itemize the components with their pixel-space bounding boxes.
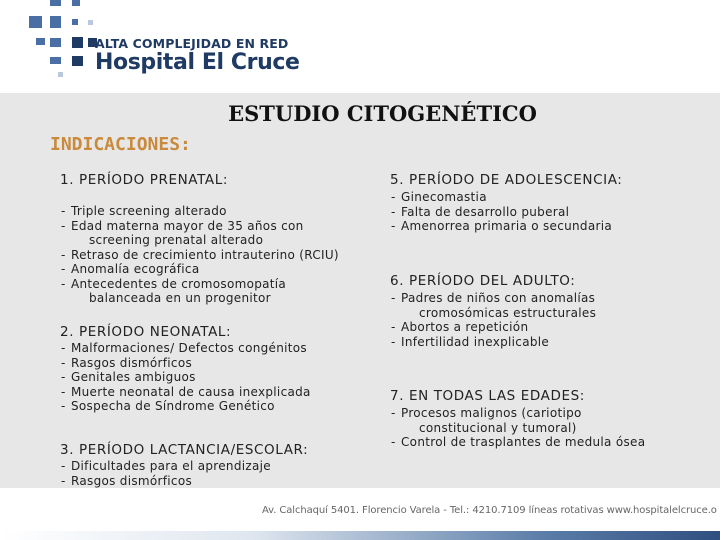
list-item: - Dificultades para el aprendizaje: [60, 459, 380, 474]
logo-text: [95, 36, 300, 75]
list-item: - Malformaciones/ Defectos congénitos: [60, 341, 380, 356]
header: [0, 0, 720, 93]
section-heading: 6. PERÍODO DEL ADULTO:: [390, 273, 576, 289]
section-heading: 1. PERÍODO PRENATAL:: [60, 172, 228, 188]
section-adolescencia: [390, 172, 720, 234]
list-item: - Edad materna mayor de 35 años con screening prenatal alterado: [60, 219, 380, 248]
list-item: - Ginecomastia: [390, 190, 720, 205]
page-title: ESTUDIO CITOGENÉTICO: [228, 101, 537, 126]
section-todas-edades: [390, 388, 720, 450]
item-list: [60, 204, 380, 306]
logo-title: Hospital El Cruce: [95, 50, 300, 75]
list-item: - Rasgos dismórficos: [60, 474, 380, 489]
section-neonatal: [60, 324, 380, 414]
list-item: - Rasgos dismórficos: [60, 356, 380, 371]
section-adulto: [390, 273, 720, 349]
indicaciones-heading: INDICACIONES:: [50, 134, 191, 155]
list-item: - Control de trasplantes de medula ósea: [390, 435, 720, 450]
logo-subtitle: ALTA COMPLEJIDAD EN RED: [95, 36, 289, 51]
list-item: - Muerte neonatal de causa inexplicada: [60, 385, 380, 400]
item-list: [60, 341, 380, 414]
list-item: - Infertilidad inexplicable: [390, 335, 720, 350]
section-prenatal: [60, 172, 380, 306]
list-item: - Antecedentes de cromosomopatía balanceada en un progenitor: [60, 277, 380, 306]
section-heading: 3. PERÍODO LACTANCIA/ESCOLAR:: [60, 442, 309, 458]
list-item: - Padres de niños con anomalías cromosómicas estructurales: [390, 291, 720, 320]
item-list: [390, 406, 720, 450]
section-heading: 2. PERÍODO NEONATAL:: [60, 324, 232, 340]
list-item: - Triple screening alterado: [60, 204, 380, 219]
footer-gradient-bar: [0, 531, 720, 540]
list-item: - Sospecha de Síndrome Genético: [60, 399, 380, 414]
section-heading: 5. PERÍODO DE ADOLESCENCIA:: [390, 172, 623, 188]
list-item: - Genitales ambiguos: [60, 370, 380, 385]
footer-address: Av. Calchaquí 5401. Florencio Varela - Tel.: 4210.7109 líneas rotativas www.hospitalelcruce.o: [262, 505, 717, 516]
list-item: - Amenorrea primaria o secundaria: [390, 219, 720, 234]
list-item: - Anomalía ecográfica: [60, 262, 380, 277]
list-item: - Falta de desarrollo puberal: [390, 205, 720, 220]
list-item: - Abortos a repetición: [390, 320, 720, 335]
list-item: - Procesos malignos (cariotipo constitucional y tumoral): [390, 406, 720, 435]
item-list: [390, 190, 720, 234]
item-list: [390, 291, 720, 349]
list-item: - Retraso de crecimiento intrauterino (RCIU): [60, 248, 380, 263]
section-heading: 7. EN TODAS LAS EDADES:: [390, 388, 585, 404]
